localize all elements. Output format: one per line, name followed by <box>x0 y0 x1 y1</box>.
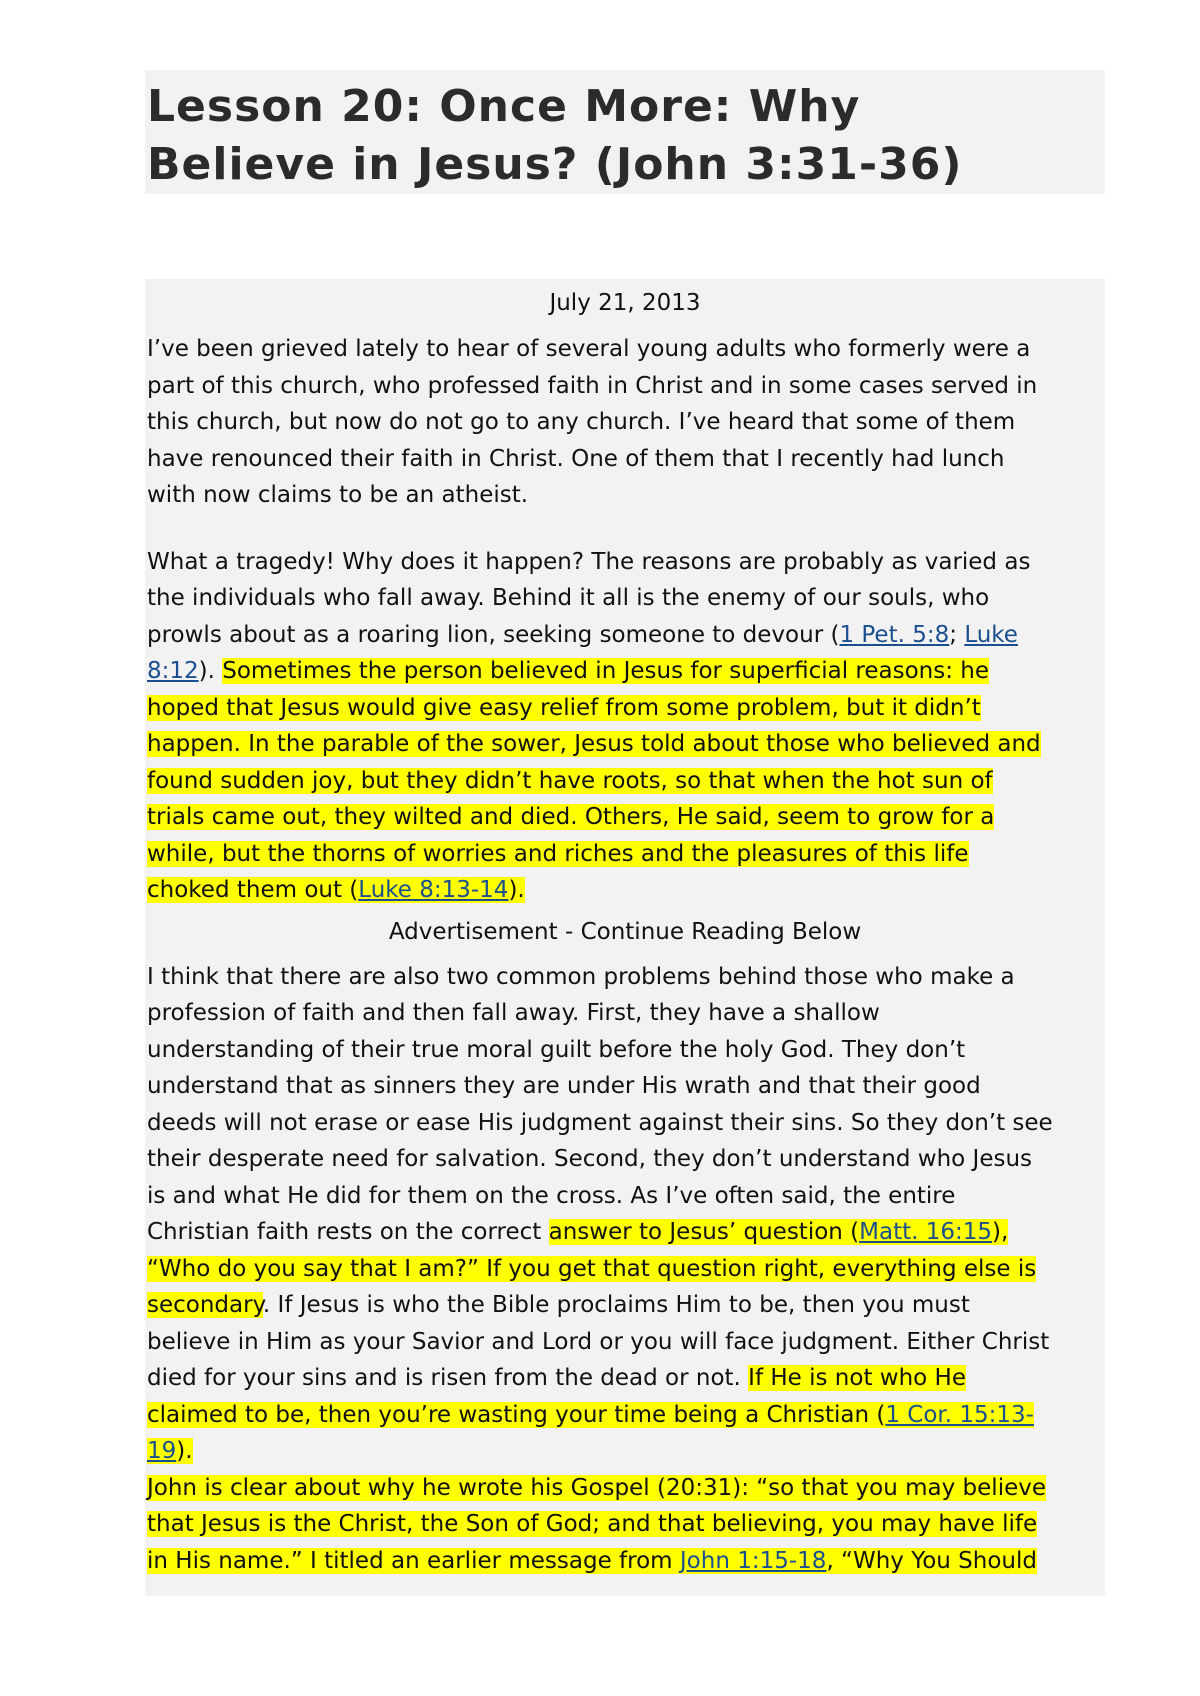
text-fragment: ). <box>176 1438 193 1464</box>
paragraph-3 <box>145 959 1105 1470</box>
text-line <box>147 799 1105 836</box>
text-line <box>147 1397 1105 1434</box>
paragraph-2 <box>145 544 1105 909</box>
text-fragment: ), <box>992 1219 1009 1245</box>
text-line <box>147 1214 1105 1251</box>
text-line: their desperate need for salvation. Second, they don’t understand who Jesus <box>147 1146 1033 1172</box>
highlighted-text: that Jesus is the Christ, the Son of God; and that believing, you may have life <box>147 1511 1038 1537</box>
highlighted-text: happen. In the parable of the sower, Jesus told about those who believed and <box>147 731 1041 757</box>
text-line: part of this church, who professed faith in Christ and in some cases served in <box>147 372 1038 399</box>
highlighted-text <box>147 877 525 903</box>
text-line: believe in Him as your Savior and Lord or you will face judgment. Either Christ <box>147 1328 1050 1355</box>
title-block <box>145 70 1105 194</box>
highlighted-text: Sometimes the person believed in Jesus for superficial reasons: he <box>222 658 989 684</box>
article-body <box>145 279 1105 1596</box>
text-line: I think that there are also two common problems behind those who make a <box>147 963 1015 990</box>
text-fragment: Christian faith rests on the correct <box>147 1219 549 1245</box>
link-1-cor-15-13-19[interactable]: 1 Cor. 15:13- <box>885 1401 1034 1428</box>
text-line <box>147 1506 1105 1543</box>
text-fragment: choked them out ( <box>147 877 359 903</box>
text-line <box>147 1360 1105 1397</box>
text-fragment: ). <box>198 658 223 684</box>
text-line <box>147 1433 1105 1470</box>
advertisement-label: Advertisement - Continue Reading Below <box>388 918 862 945</box>
text-line <box>147 1470 1105 1507</box>
text-line: have renounced their faith in Christ. One of them that I recently had lunch <box>147 445 1005 472</box>
text-fragment: , “Why You Should <box>826 1547 1037 1574</box>
highlighted-text: secondary <box>147 1292 263 1318</box>
text-line: understand that as sinners they are under His wrath and that their good <box>147 1073 981 1099</box>
text-fragment: died for your sins and is risen from the dead or not. <box>147 1365 749 1391</box>
highlighted-text: hoped that Jesus would give easy relief from some problem, but it didn’t <box>147 694 981 721</box>
text-line <box>147 726 1105 763</box>
link-matt-16-15[interactable]: Matt. 16:15 <box>859 1219 993 1245</box>
text-fragment: . If Jesus is who the Bible proclaims Him to be, then you must <box>262 1292 970 1318</box>
text-line: this church, but now do not go to any church. I’ve heard that some of them <box>147 409 1016 435</box>
link-1-pet-5-8[interactable]: 1 Pet. 5:8 <box>839 621 950 648</box>
text-line <box>147 763 1105 800</box>
text-fragment: ; <box>949 621 965 648</box>
link-john-1-15-18[interactable]: John 1:15-18 <box>679 1547 827 1574</box>
link-luke-8-12[interactable]: Luke <box>964 621 1018 648</box>
text-line <box>147 653 1105 690</box>
text-line: with now claims to be an atheist. <box>147 482 529 508</box>
text-line <box>147 1251 1105 1288</box>
text-line: profession of faith and then fall away. First, they have a shallow <box>147 1000 880 1026</box>
highlighted-text: found sudden joy, but they didn’t have roots, so that when the hot sun of <box>147 767 993 794</box>
highlighted-text: while, but the thorns of worries and riches and the pleasures of this life <box>147 840 969 867</box>
text-line: deeds will not erase or ease His judgment against their sins. So they don’t see <box>147 1109 1053 1136</box>
article-date: July 21, 2013 <box>549 290 701 316</box>
text-line <box>147 617 1105 654</box>
text-fragment: answer to Jesus’ question ( <box>548 1219 860 1245</box>
text-line <box>147 872 1105 909</box>
highlighted-text: “Who do you say that I am?” If you get that question right, everything else is <box>147 1255 1037 1282</box>
text-fragment: claimed to be, then you’re wasting your time being a Christian ( <box>147 1401 886 1428</box>
text-line <box>147 1287 1105 1324</box>
highlighted-text: John is clear about why he wrote his Gospel (20:31): “so that you may believe <box>147 1474 1046 1501</box>
title-line-1: Lesson 20: Once More: Why <box>147 81 861 132</box>
title-line-2: Believe in Jesus? (John 3:31-36) <box>147 139 963 190</box>
highlighted-text <box>147 1438 193 1464</box>
text-line: is and what He did for them on the cross. As I’ve often said, the entire <box>147 1182 956 1209</box>
text-line: What a tragedy! Why does it happen? The reasons are probably as varied as <box>147 548 1031 575</box>
highlighted-text: trials came out, they wilted and died. Others, He said, seem to grow for a <box>147 804 995 830</box>
text-fragment: in His name.” I titled an earlier message from <box>147 1547 680 1574</box>
text-line <box>147 1543 1105 1580</box>
text-line: I’ve been grieved lately to hear of several young adults who formerly were a <box>147 336 1031 362</box>
page-title <box>145 70 1105 194</box>
paragraph-1 <box>145 331 1105 514</box>
text-line: understanding of their true moral guilt before the holy God. They don’t <box>147 1036 966 1063</box>
text-line <box>147 690 1105 727</box>
highlighted-text <box>147 1402 1034 1428</box>
link-1-cor-15-13-19-cont[interactable]: 19 <box>147 1438 177 1464</box>
highlighted-text <box>147 1548 1037 1574</box>
paragraph-4 <box>145 1470 1105 1580</box>
highlighted-text <box>549 1219 1009 1245</box>
text-line <box>147 836 1105 873</box>
link-luke-8-12-cont[interactable]: 8:12 <box>147 658 199 684</box>
text-fragment: ). <box>508 877 525 903</box>
text-line: the individuals who fall away. Behind it all is the enemy of our souls, who <box>147 585 990 611</box>
highlighted-text: If He is not who He <box>748 1365 966 1391</box>
link-luke-8-13-14[interactable]: Luke 8:13-14 <box>358 877 509 903</box>
text-fragment: prowls about as a roaring lion, seeking someone to devour ( <box>147 621 840 648</box>
